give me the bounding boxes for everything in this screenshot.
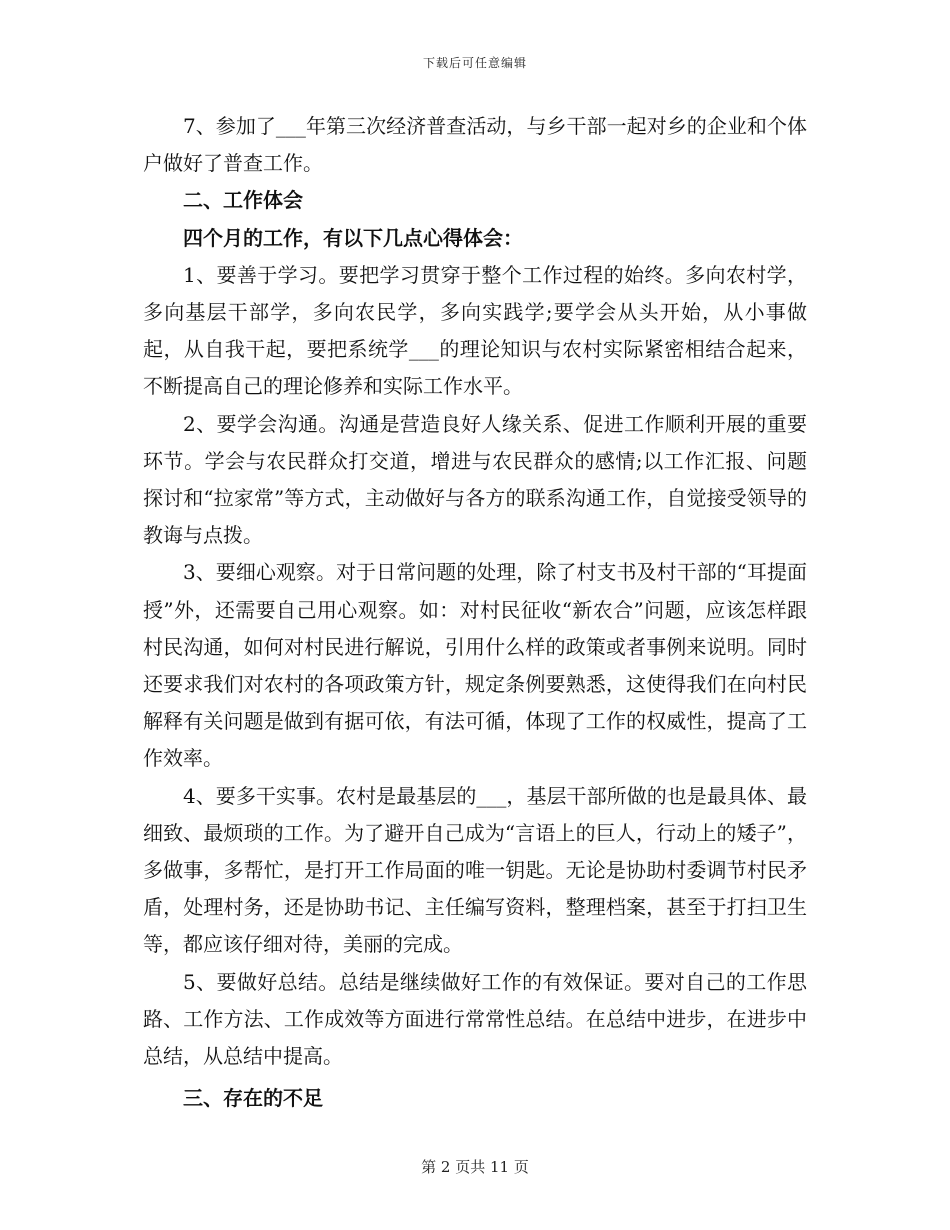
page-header: 下载后可任意编辑 — [422, 56, 527, 70]
paragraph-point-4: 4、要多干实事。农村是最基层的___，基层干部所做的也是最具体、最细致、最烦琐的工作。为了避开自己成为“言语上的巨人，行动上的矮子”，多做事，多帮忙，是打开工作局面的唯一钥匙。无论是协助村委调节村民矛盾，处理村务，还是协助书记、主任编写资料，整理档案，甚至于打扫卫生等，都应该仔细对待，美丽的完成。 — [143, 783, 807, 957]
section-heading-shortcomings: 三、存在的不足 — [183, 1086, 323, 1111]
paragraph-point-3: 3、要细心观察。对于日常问题的处理，除了村支书及村干部的“耳提面授”外，还需要自己用心观察。如：对村民征收“新农合”问题，应该怎样跟村民沟通，如何对村民进行解说，引用什么样的政策或者事例来说明。同时还要求我们对农村的各项政策方针，规定条例要熟悉，这使得我们在向村民解释有关问题是做到有据可依，有法可循，体现了工作的权威性，提高了工作效率。 — [143, 560, 807, 771]
subheading-insights: 四个月的工作，有以下几点心得体会： — [183, 225, 523, 250]
document-body — [143, 108, 807, 1117]
page-footer: 第 2 页共 11 页 — [421, 1158, 529, 1176]
paragraph-point-5: 5、要做好总结。总结是继续做好工作的有效保证。要对自己的工作思路、工作方法、工作成效等方面进行常常性总结。在总结中进步，在进步中总结，从总结中提高。 — [143, 969, 807, 1069]
paragraph-point-1: 1、要善于学习。要把学习贯穿于整个工作过程的始终。多向农村学，多向基层干部学，多向农民学，多向实践学;要学会从头开始，从小事做起，从自我干起，要把系统学___的理论知识与农村实际紧密相结合起来，不断提高自己的理论修养和实际工作水平。 — [143, 262, 807, 399]
paragraph-point-2: 2、要学会沟通。沟通是营造良好人缘关系、促进工作顺利开展的重要环节。学会与农民群众打交道，增进与农民群众的感情;以工作汇报、问题探讨和“拉家常”等方式，主动做好与各方的联系沟通工作，自觉接受领导的教诲与点拨。 — [143, 411, 807, 548]
section-heading-work-experience: 二、工作体会 — [183, 188, 303, 213]
paragraph-item-7: 7、参加了___年第三次经济普查活动，与乡干部一起对乡的企业和个体户做好了普查工作。 — [143, 114, 807, 176]
